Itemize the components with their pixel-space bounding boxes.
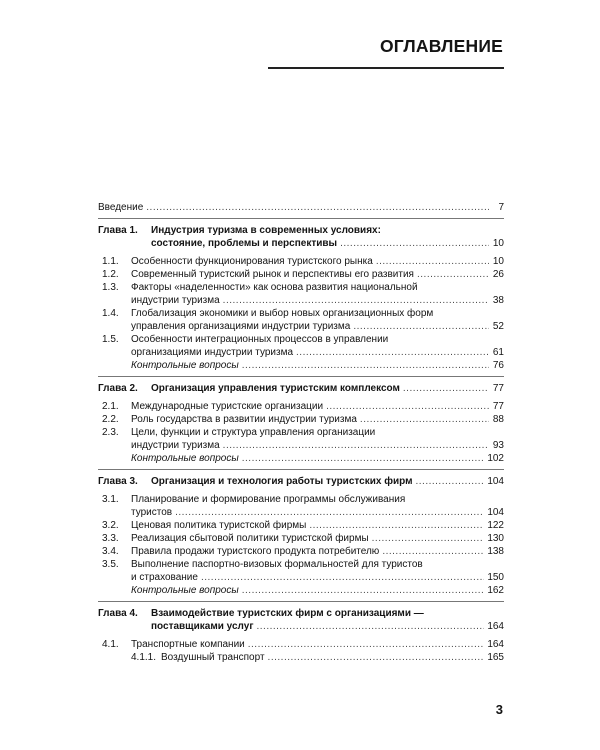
entry-page-number: 122 xyxy=(487,520,504,531)
entry-number: Глава 4. xyxy=(98,608,138,619)
toc-entry-section-3-4[interactable] xyxy=(98,545,504,558)
entry-last-line xyxy=(131,413,504,426)
entry-title-line: состояние, проблемы и перспективы xyxy=(151,238,338,249)
dot-leader xyxy=(417,268,489,281)
entry-number: 4.1. xyxy=(102,639,119,650)
entry-number: 1.3. xyxy=(102,282,119,293)
dot-leader xyxy=(223,294,489,307)
separator-line xyxy=(98,376,504,377)
separator-line xyxy=(98,218,504,219)
dot-leader xyxy=(403,382,489,395)
entry-title-line: Организация и технология работы туристских фирм xyxy=(151,476,413,487)
entry-number: 2.3. xyxy=(102,427,119,438)
entry-title-line: Транспортные компании xyxy=(131,639,245,650)
entry-last-line xyxy=(131,400,504,413)
entry-last-line xyxy=(98,201,504,214)
entry-title-line: Взаимодействие туристских фирм с организациями — xyxy=(151,608,424,619)
toc-entry-chapter-3[interactable] xyxy=(98,475,504,488)
dot-leader xyxy=(248,638,485,651)
entry-number: Глава 2. xyxy=(98,383,138,394)
entry-page-number: 150 xyxy=(487,572,504,583)
toc-entry-introduction[interactable] xyxy=(98,201,504,214)
toc-entry-section-2-1[interactable] xyxy=(98,400,504,413)
entry-page-number: 38 xyxy=(492,295,504,306)
entry-last-line xyxy=(131,294,504,307)
entry-title-line: индустрии туризма xyxy=(131,440,220,451)
entry-title-line: управления организациями индустрии туризма xyxy=(131,321,351,332)
entry-page-number: 61 xyxy=(492,347,504,358)
entry-title-line: Введение xyxy=(98,202,144,213)
dot-leader xyxy=(242,359,489,372)
entry-last-line xyxy=(161,651,504,664)
entry-page-number: 52 xyxy=(492,321,504,332)
table-of-contents xyxy=(98,201,504,664)
entry-title-line: Контрольные вопросы xyxy=(131,453,239,464)
entry-number: 3.1. xyxy=(102,494,119,505)
entry-page-number: 138 xyxy=(487,546,504,557)
entry-last-line xyxy=(131,638,504,651)
entry-title-line: Современный туристский рынок и перспективы его развития xyxy=(131,269,414,280)
entry-last-line xyxy=(151,382,504,395)
entry-page-number: 26 xyxy=(492,269,504,280)
entry-last-line xyxy=(151,237,504,250)
entry-page-number: 7 xyxy=(498,202,504,213)
entry-number: 2.2. xyxy=(102,414,119,425)
entry-title-line: индустрии туризма xyxy=(131,295,220,306)
dot-leader xyxy=(296,346,489,359)
dot-leader xyxy=(372,532,485,545)
page-number: 3 xyxy=(495,702,503,717)
entry-last-line xyxy=(131,255,504,268)
dot-leader xyxy=(175,506,484,519)
entry-last-line xyxy=(131,268,504,281)
entry-title-line: поставщиками услуг xyxy=(151,621,254,632)
dot-leader xyxy=(415,475,484,488)
entry-number: Глава 1. xyxy=(98,225,138,236)
entry-last-line xyxy=(131,346,504,359)
entry-page-number: 165 xyxy=(487,652,504,663)
entry-title-line: Особенности функционирования туристского рынка xyxy=(131,256,373,267)
page-title: ОГЛАВЛЕНИЕ xyxy=(379,36,503,56)
entry-number: 3.5. xyxy=(102,559,119,570)
toc-entry-section-3-3[interactable] xyxy=(98,532,504,545)
entry-title-line: Роль государства в развитии индустрии туризма xyxy=(131,414,357,425)
dot-leader xyxy=(376,255,489,268)
dot-leader xyxy=(201,571,484,584)
entry-title-line: Правила продажи туристского продукта потребителю xyxy=(131,546,380,557)
entry-title-line: Планирование и формирование программы обслуживания xyxy=(131,494,406,505)
title-underline xyxy=(268,67,504,69)
entry-page-number: 104 xyxy=(487,476,504,487)
dot-leader xyxy=(223,439,489,452)
dot-leader xyxy=(268,651,485,664)
entry-page-number: 93 xyxy=(492,440,504,451)
dot-leader xyxy=(242,452,485,465)
entry-last-line xyxy=(131,359,504,372)
toc-entry-review-questions-2[interactable] xyxy=(98,452,504,465)
entry-last-line xyxy=(131,519,504,532)
entry-title-line: туристов xyxy=(131,507,173,518)
entry-last-line xyxy=(131,439,504,452)
entry-number: 2.1. xyxy=(102,401,119,412)
dot-leader xyxy=(340,237,489,250)
toc-entry-section-2-2[interactable] xyxy=(98,413,504,426)
entry-page-number: 77 xyxy=(492,401,504,412)
entry-title-line: и страхование xyxy=(131,572,198,583)
entry-last-line xyxy=(131,452,504,465)
entry-page-number: 102 xyxy=(487,453,504,464)
toc-entry-section-3-2[interactable] xyxy=(98,519,504,532)
dot-leader xyxy=(360,413,489,426)
entry-number: 1.5. xyxy=(102,334,119,345)
dot-leader xyxy=(353,320,489,333)
entry-last-line xyxy=(131,320,504,333)
entry-title-line: Международные туристские организации xyxy=(131,401,324,412)
entry-last-line xyxy=(151,475,504,488)
dot-leader xyxy=(256,620,484,633)
entry-title-line: Цели, функции и структура управления организации xyxy=(131,427,376,438)
entry-last-line xyxy=(131,545,504,558)
entry-title-line: Особенности интеграционных процессов в управлении xyxy=(131,334,389,345)
entry-page-number: 164 xyxy=(487,621,504,632)
toc-entry-chapter-4[interactable] xyxy=(98,607,504,633)
dot-leader xyxy=(382,545,484,558)
entry-last-line xyxy=(131,584,504,597)
dot-leader xyxy=(242,584,485,597)
entry-title-line: Контрольные вопросы xyxy=(131,585,239,596)
toc-entry-section-1-2[interactable] xyxy=(98,268,504,281)
entry-title-line: Организация управления туристским комплексом xyxy=(151,383,400,394)
entry-title-line: организациями индустрии туризма xyxy=(131,347,294,358)
entry-number: 1.4. xyxy=(102,308,119,319)
entry-last-line xyxy=(151,620,504,633)
toc-entry-section-2-3[interactable] xyxy=(98,426,504,452)
separator-line xyxy=(98,601,504,602)
entry-number: Глава 3. xyxy=(98,476,138,487)
entry-number: 3.3. xyxy=(102,533,119,544)
entry-title-line: Выполнение паспортно-визовых формальностей для туристов xyxy=(131,559,423,570)
toc-entry-section-1-1[interactable] xyxy=(98,255,504,268)
toc-entry-section-1-4[interactable] xyxy=(98,307,504,333)
entry-last-line xyxy=(131,571,504,584)
entry-last-line xyxy=(131,506,504,519)
entry-last-line xyxy=(131,532,504,545)
separator-line xyxy=(98,469,504,470)
entry-title-line: Факторы «наделенности» как основа развития национальной xyxy=(131,282,418,293)
entry-page-number: 10 xyxy=(492,238,504,249)
entry-title-line: Воздушный транспорт xyxy=(161,652,265,663)
toc-entry-chapter-2[interactable] xyxy=(98,382,504,395)
toc-entry-section-1-3[interactable] xyxy=(98,281,504,307)
dot-leader xyxy=(326,400,489,413)
toc-entry-section-1-5[interactable] xyxy=(98,333,504,359)
toc-entry-chapter-1[interactable] xyxy=(98,224,504,250)
dot-leader xyxy=(146,201,489,214)
toc-entry-review-questions-3[interactable] xyxy=(98,584,504,597)
entry-page-number: 164 xyxy=(487,639,504,650)
toc-entry-section-3-5[interactable] xyxy=(98,558,504,584)
entry-number: 1.2. xyxy=(102,269,119,280)
entry-page-number: 162 xyxy=(487,585,504,596)
entry-page-number: 77 xyxy=(492,383,504,394)
entry-number: 1.1. xyxy=(102,256,119,267)
entry-title-line: Индустрия туризма в современных условиях: xyxy=(151,225,381,236)
dot-leader xyxy=(309,519,484,532)
toc-entry-section-4-1[interactable] xyxy=(98,638,504,651)
toc-entry-section-3-1[interactable] xyxy=(98,493,504,519)
entry-number: 4.1.1. xyxy=(131,652,157,663)
entry-page-number: 76 xyxy=(492,360,504,371)
entry-title-line: Глобализация экономики и выбор новых организационных форм xyxy=(131,308,434,319)
entry-number: 3.4. xyxy=(102,546,119,557)
entry-page-number: 104 xyxy=(487,507,504,518)
entry-title-line: Ценовая политика туристской фирмы xyxy=(131,520,307,531)
entry-title-line: Реализация сбытовой политики туристской фирмы xyxy=(131,533,369,544)
toc-entry-review-questions-1[interactable] xyxy=(98,359,504,372)
entry-page-number: 10 xyxy=(492,256,504,267)
entry-page-number: 88 xyxy=(492,414,504,425)
entry-page-number: 130 xyxy=(487,533,504,544)
entry-number: 3.2. xyxy=(102,520,119,531)
toc-entry-section-4-1-1[interactable] xyxy=(98,651,504,664)
entry-title-line: Контрольные вопросы xyxy=(131,360,239,371)
